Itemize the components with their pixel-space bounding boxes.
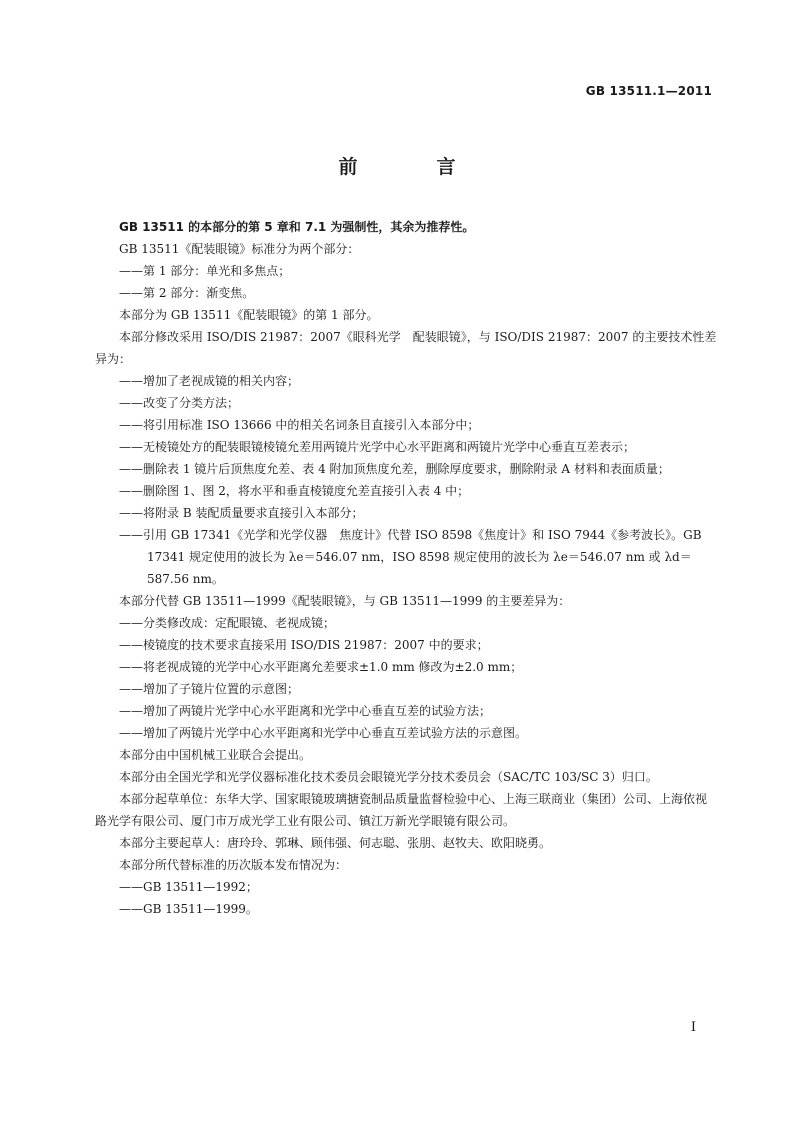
dash-item: ——删除表 1 镜片后顶焦度允差、表 4 附加顶焦度允差，删除厚度要求，删除附录 A 材料和表面质量；: [119, 462, 670, 476]
page-number: I: [690, 1020, 696, 1035]
paragraph: GB 13511《配装眼镜》标准分为两个部分：: [119, 242, 360, 256]
foreword-body: [95, 216, 717, 920]
paragraph: 本部分由全国光学和光学仪器标准化技术委员会眼镜光学分技术委员会（SAC/TC 103/SC 3）归口。: [119, 770, 658, 784]
dash-item: ——改变了分类方法；: [119, 396, 240, 410]
paragraph: 本部分由中国机械工业联合会提出。: [119, 748, 312, 762]
dash-item: ——将附录 B 装配质量要求直接引入本部分；: [119, 506, 364, 520]
page-title: 前 言: [338, 156, 486, 178]
dash-item: ——第 1 部分：单光和多焦点；: [119, 264, 291, 278]
paragraph: GB 13511 的本部分的第 5 章和 7.1 为强制性，其余为推荐性。: [119, 220, 475, 234]
dash-item: ——增加了老视成镜的相关内容；: [119, 374, 300, 388]
dash-item: ——GB 13511—1999。: [119, 902, 258, 916]
dash-item: ——删除图 1、图 2，将水平和垂直棱镜度允差直接引入表 4 中；: [119, 484, 470, 498]
dash-item: ——增加了子镜片位置的示意图；: [119, 682, 300, 696]
dash-item: ——增加了两镜片光学中心水平距离和光学中心垂直互差试验方法的示意图。: [119, 726, 528, 740]
paragraph: 本部分所代替标准的历次版本发布情况为：: [119, 858, 348, 872]
standard-number: GB 13511.1—2011: [585, 84, 712, 98]
dash-item: ——分类修改成：定配眼镜、老视成镜；: [119, 616, 336, 630]
paragraph: 本部分为 GB 13511《配装眼镜》的第 1 部分。: [119, 308, 379, 322]
dash-item: ——增加了两镜片光学中心水平距离和光学中心垂直互差的试验方法；: [119, 704, 492, 718]
paragraph: 本部分修改采用 ISO/DIS 21987：2007《眼科光学 配装眼镜》，与 ISO/DIS 21987：2007 的主要技术性差异为：: [95, 330, 717, 366]
dash-item: ——无棱镜处方的配装眼镜棱镜允差用两镜片光学中心水平距离和两镜片光学中心垂直互差表示；: [119, 440, 636, 454]
paragraph: 本部分主要起草人：唐玲玲、郭琳、顾伟强、何志聪、张朋、赵牧夫、欧阳晓勇。: [119, 836, 552, 850]
dash-item: ——棱镜度的技术要求直接采用 ISO/DIS 21987：2007 中的要求；: [119, 638, 489, 652]
dash-item: ——将引用标准 ISO 13666 中的相关名词条目直接引入本部分中；: [119, 418, 480, 432]
dash-item: ——将老视成镜的光学中心水平距离允差要求±1.0 mm 修改为±2.0 mm；: [119, 660, 523, 674]
dash-item: ——引用 GB 17341《光学和光学仪器 焦度计》代替 ISO 8598《焦度计》和 ISO 7944《参考波长》。GB 17341 规定使用的波长为 λe＝546.07 nm，ISO 8598 规定使用的波长为 λe＝546.07 nm 或 λd＝587.56 nm。: [119, 528, 706, 586]
paragraph: 本部分起草单位：东华大学、国家眼镜玻璃搪瓷制品质量监督检验中心、上海三联商业（集团）公司、上海依视路光学有限公司、厦门市万成光学工业有限公司、镇江万新光学眼镜有限公司。: [95, 792, 708, 828]
paragraph: 本部分代替 GB 13511—1999《配装眼镜》，与 GB 13511—1999 的主要差异为：: [119, 594, 571, 608]
dash-item: ——第 2 部分：渐变焦。: [119, 286, 255, 300]
dash-item: ——GB 13511—1992；: [119, 880, 258, 894]
